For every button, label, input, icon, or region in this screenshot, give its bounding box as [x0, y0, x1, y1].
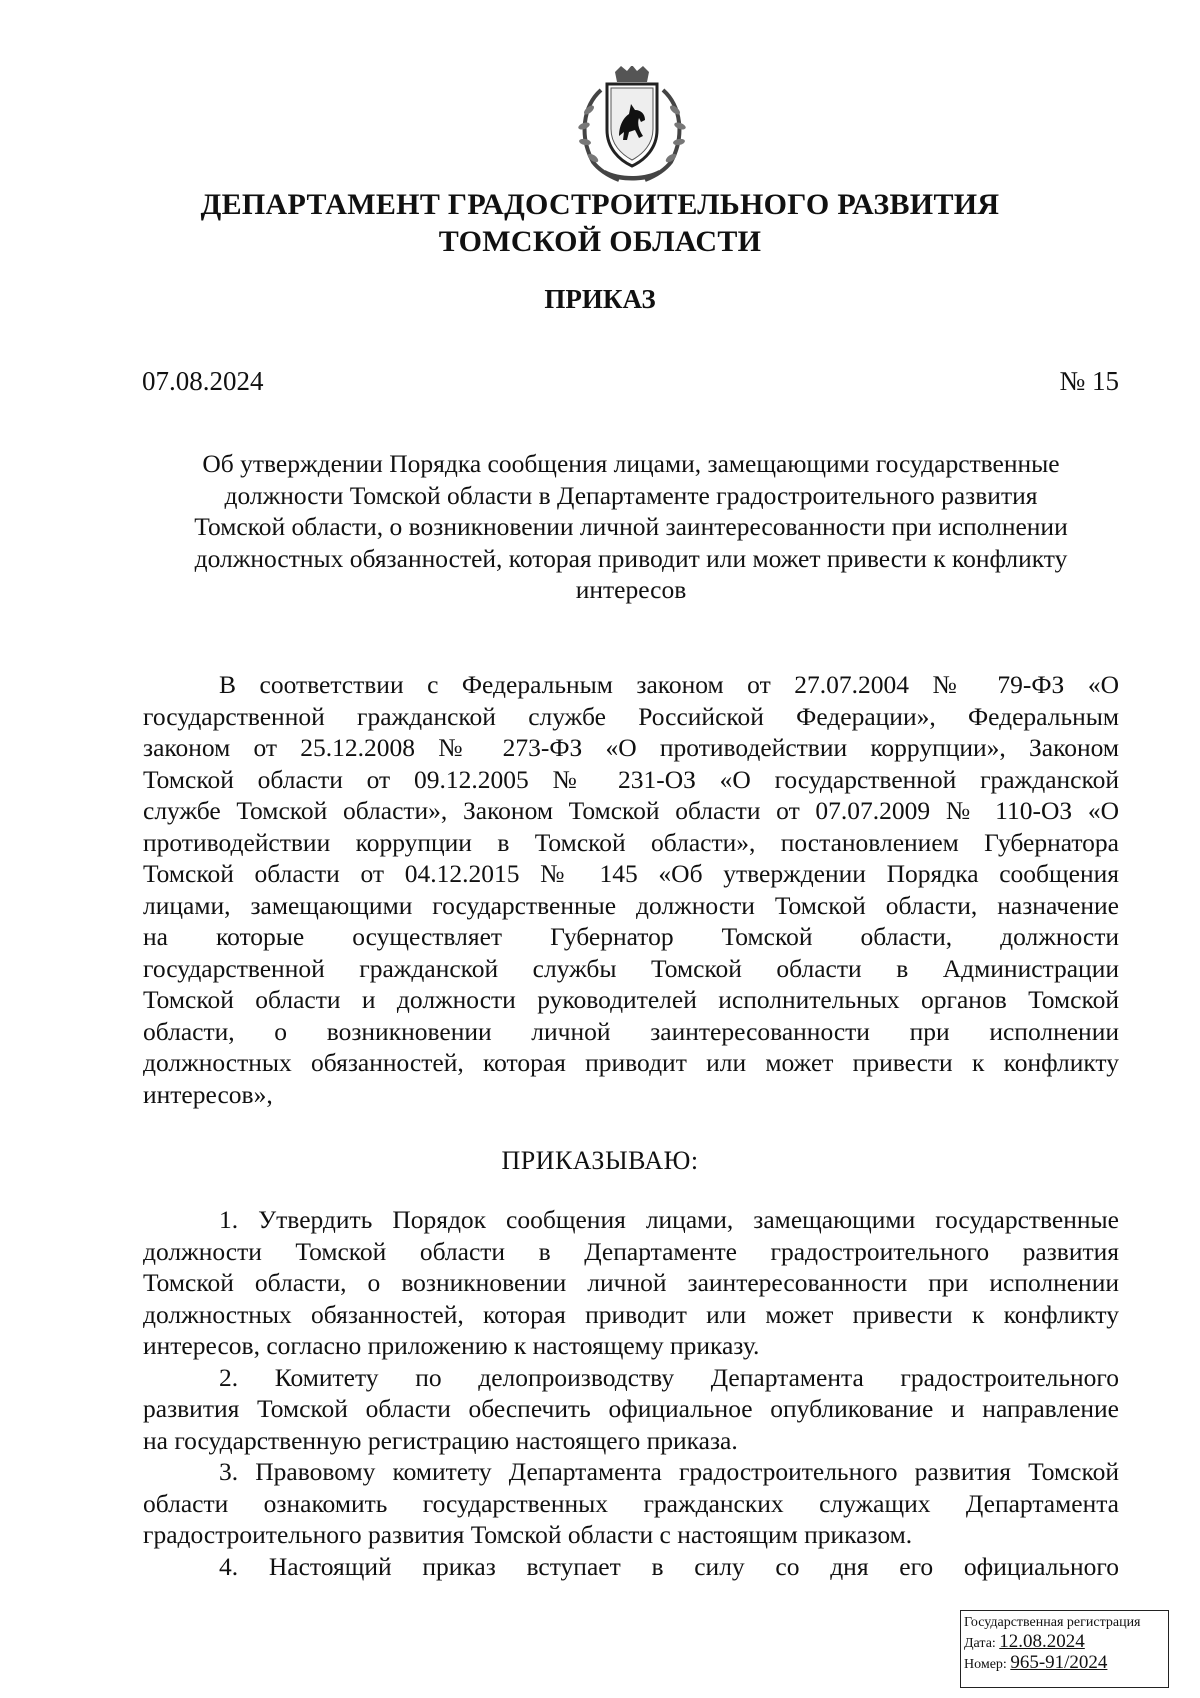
preamble-line: Томской области от 04.12.2015 № 145 «Об утверждении Порядка сообщения — [143, 859, 1119, 888]
preamble-line: Томской области от 09.12.2005 № 231-ОЗ «О государственной гражданской — [143, 764, 1119, 794]
stamp-number-label: Номер: — [964, 1657, 1007, 1672]
subject-line: должностных обязанностей, которая приводит или может привести к конфликту — [194, 543, 1068, 573]
stamp-number-row — [964, 1653, 1168, 1674]
subject-line: интересов — [575, 575, 687, 604]
order-item-line: 1. Утвердить Порядок сообщения лицами, замещающими государственные — [219, 1205, 1119, 1234]
order-item-line: градостроительного развития Томской области с настоящим приказом. — [143, 1520, 913, 1549]
preamble-line: должностных обязанностей, которая приводит или может привести к конфликту — [143, 1048, 1119, 1077]
preamble-line: службе Томской области», Законом Томской области от 07.07.2009 № 110-ОЗ «О — [143, 796, 1119, 825]
stamp-date-label: Дата: — [964, 1636, 996, 1651]
orders-heading: ПРИКАЗЫВАЮ: — [501, 1146, 699, 1175]
order-item-line: области ознакомить государственных гражданских служащих Департамента — [143, 1488, 1119, 1518]
department-name-line-2: ТОМСКОЙ ОБЛАСТИ — [438, 225, 762, 258]
stamp-title: Государственная регистрация — [964, 1615, 1141, 1630]
preamble-line: государственной гражданской службе Российской Федерации», Федеральным — [143, 701, 1119, 731]
preamble-line: интересов», — [143, 1079, 273, 1109]
order-item-line: на государственную регистрацию настоящего приказа. — [143, 1425, 738, 1455]
order-subject — [142, 448, 1120, 606]
department-name-line-1: ДЕПАРТАМЕНТ ГРАДОСТРОИТЕЛЬНОГО РАЗВИТИЯ — [200, 188, 1000, 221]
stamp-date-value: 12.08.2024 — [999, 1631, 1085, 1652]
stamp-date-row — [964, 1632, 1168, 1653]
order-item-line: развития Томской области обеспечить официальное опубликование и направление — [143, 1394, 1119, 1423]
preamble-line: области, о возникновении личной заинтересованности при исполнении — [143, 1016, 1119, 1046]
preamble-line: лицами, замещающими государственные должности Томской области, назначение — [143, 890, 1119, 920]
preamble-line: на которые осуществляет Губернатор Томской области, должности — [143, 922, 1119, 951]
subject-line: должности Томской области в Департаменте градостроительного развития — [224, 480, 1038, 510]
subject-line: Томской области, о возникновении личной заинтересованности при исполнении — [194, 512, 1068, 541]
order-items — [143, 1204, 1119, 1582]
document-type-heading: ПРИКАЗ — [544, 284, 656, 314]
stamp-number-value: 965-91/2024 — [1010, 1652, 1108, 1673]
preamble-line: законом от 25.12.2008 № 273-ФЗ «О противодействии коррупции», Законом — [143, 733, 1119, 762]
registration-stamp — [960, 1610, 1169, 1688]
order-item-line: 2. Комитету по делопроизводству Департамента градостроительного — [219, 1362, 1119, 1392]
order-item-line: должностных обязанностей, которая приводит или может привести к конфликту — [143, 1299, 1119, 1329]
preamble-line: В соответствии с Федеральным законом от 27.07.2004 № 79-ФЗ «О — [219, 670, 1119, 699]
order-item-line: 4. Настоящий приказ вступает в силу со дня его официального — [219, 1551, 1119, 1581]
order-item-line: 3. Правовому комитету Департамента градостроительного развития Томской — [219, 1457, 1119, 1486]
preamble-line: Томской области и должности руководителей исполнительных органов Томской — [143, 985, 1119, 1014]
preamble-line: противодействии коррупции в Томской области», постановлением Губернатора — [143, 827, 1119, 857]
order-item-line: должности Томской области в Департаменте градостроительного развития — [143, 1236, 1119, 1266]
order-item-line: Томской области, о возникновении личной заинтересованности при исполнении — [143, 1268, 1119, 1297]
preamble-paragraph — [143, 669, 1119, 1110]
preamble-line: государственной гражданской службы Томской области в Администрации — [143, 953, 1119, 983]
subject-line: Об утверждении Порядка сообщения лицами, замещающими государственные — [202, 449, 1060, 478]
coat-of-arms-icon — [569, 66, 695, 184]
order-item-line: интересов, согласно приложению к настоящему приказу. — [143, 1331, 760, 1360]
order-number: № 15 — [1059, 366, 1119, 396]
order-date: 07.08.2024 — [142, 366, 264, 396]
